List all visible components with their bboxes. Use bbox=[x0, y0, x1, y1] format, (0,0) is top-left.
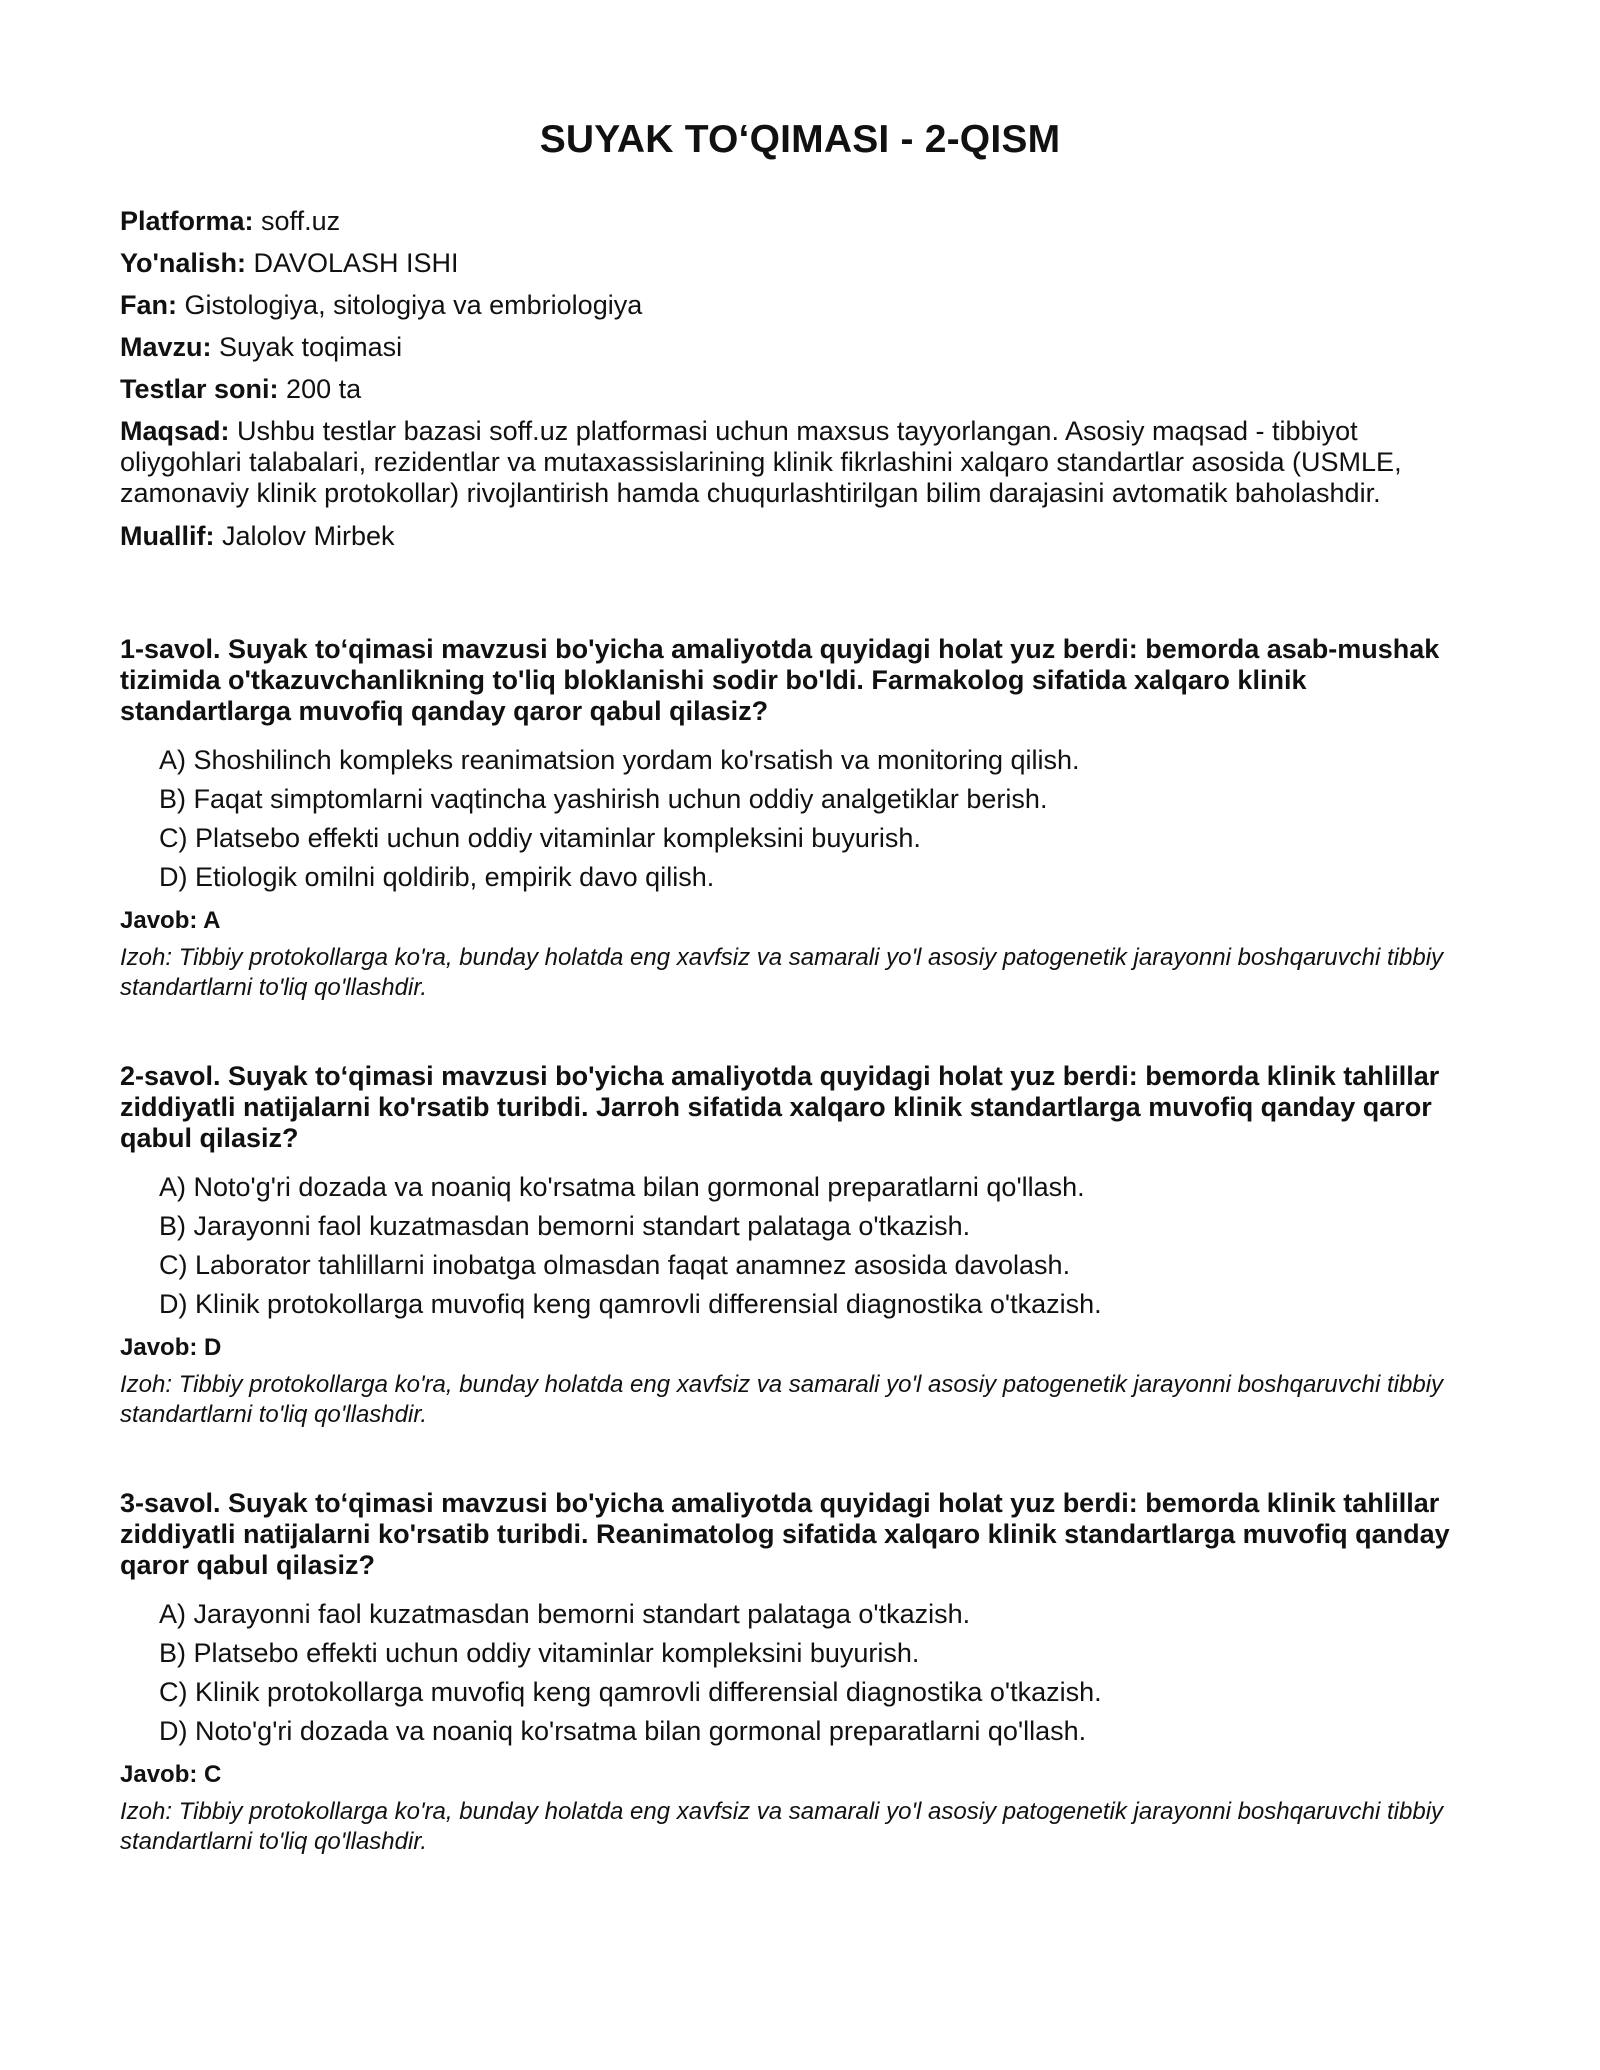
option-d: D) Etiologik omilni qoldirib, empirik davo qilish. bbox=[159, 862, 715, 892]
question-1 bbox=[120, 634, 1480, 1003]
option-b: B) Jarayonni faol kuzatmasdan bemorni standart palataga o'tkazish. bbox=[159, 1211, 971, 1241]
answer-explanation: Izoh: Tibbiy protokollarga ko'ra, bunday holatda eng xavfsiz va samarali yo'l asosiy patogenetik jarayonni boshqaruvchi tibbiy standartlarni to'liq qo'llashdir. bbox=[120, 1798, 1444, 1855]
answer-options bbox=[120, 1172, 1480, 1320]
question-text: 3-savol. Suyak to‘qimasi mavzusi bo'yicha amaliyotda quyidagi holat yuz berdi: bemorda klinik tahlillar ziddiyatli natijalarni ko'rsatib turibdi. Reanimatolog sifatida xalqaro klinik standartlarga muvofiq qanday qaror qabul qilasiz? bbox=[120, 1488, 1450, 1580]
meta-platform bbox=[120, 206, 1480, 237]
meta-topic-value: Suyak toqimasi bbox=[211, 332, 403, 362]
meta-author-value: Jalolov Mirbek bbox=[214, 521, 395, 551]
question-list bbox=[120, 634, 1480, 1857]
meta-author bbox=[120, 521, 1480, 552]
meta-test-count-value: 200 ta bbox=[278, 374, 362, 404]
meta-topic bbox=[120, 332, 1480, 363]
meta-test-count bbox=[120, 374, 1480, 405]
option-c: C) Laborator tahlillarni inobatga olmasdan faqat anamnez asosida davolash. bbox=[159, 1250, 1071, 1280]
option-d: D) Noto'g'ri dozada va noaniq ko'rsatma bilan gormonal preparatlarni qo'llash. bbox=[159, 1716, 1087, 1746]
meta-topic-label: Mavzu: bbox=[120, 332, 212, 362]
meta-platform-label: Platforma: bbox=[120, 206, 254, 236]
meta-subject bbox=[120, 290, 1480, 321]
option-b: B) Platsebo effekti uchun oddiy vitaminlar kompleksini buyurish. bbox=[159, 1638, 920, 1668]
answer-explanation: Izoh: Tibbiy protokollarga ko'ra, bunday holatda eng xavfsiz va samarali yo'l asosiy patogenetik jarayonni boshqaruvchi tibbiy standartlarni to'liq qo'llashdir. bbox=[120, 1371, 1444, 1428]
meta-purpose-label: Maqsad: bbox=[120, 416, 230, 446]
meta-direction bbox=[120, 248, 1480, 279]
option-b: B) Faqat simptomlarni vaqtincha yashirish uchun oddiy analgetiklar berish. bbox=[159, 784, 1048, 814]
document-metadata bbox=[120, 206, 1480, 552]
correct-answer: Javob: A bbox=[120, 907, 221, 934]
meta-subject-value: Gistologiya, sitologiya va embriologiya bbox=[177, 290, 643, 320]
meta-platform-value: soff.uz bbox=[253, 206, 341, 236]
meta-author-label: Muallif: bbox=[120, 521, 215, 551]
correct-answer: Javob: C bbox=[120, 1761, 222, 1788]
meta-purpose bbox=[120, 416, 1480, 509]
option-a: A) Noto'g'ri dozada va noaniq ko'rsatma bilan gormonal preparatlarni qo'llash. bbox=[159, 1172, 1085, 1202]
option-c: C) Platsebo effekti uchun oddiy vitaminlar kompleksini buyurish. bbox=[159, 823, 921, 853]
option-a: A) Jarayonni faol kuzatmasdan bemorni standart palataga o'tkazish. bbox=[159, 1599, 971, 1629]
answer-options bbox=[120, 745, 1480, 893]
meta-subject-label: Fan: bbox=[120, 290, 177, 320]
meta-direction-label: Yo'nalish: bbox=[120, 248, 246, 278]
document-title: SUYAK TO‘QIMASI - 2-QISM bbox=[539, 118, 1061, 161]
answer-explanation: Izoh: Tibbiy protokollarga ko'ra, bunday holatda eng xavfsiz va samarali yo'l asosiy patogenetik jarayonni boshqaruvchi tibbiy standartlarni to'liq qo'llashdir. bbox=[120, 944, 1444, 1001]
question-3 bbox=[120, 1488, 1480, 1857]
answer-options bbox=[120, 1599, 1480, 1747]
question-text: 1-savol. Suyak to‘qimasi mavzusi bo'yicha amaliyotda quyidagi holat yuz berdi: bemorda asab-mushak tizimida o'tkazuvchanlikning to'liq bloklanishi sodir bo'ldi. Farmakolog sifatida xalqaro klinik standartlarga muvofiq qanday qaror qabul qilasiz? bbox=[120, 634, 1440, 726]
question-text: 2-savol. Suyak to‘qimasi mavzusi bo'yicha amaliyotda quyidagi holat yuz berdi: bemorda klinik tahlillar ziddiyatli natijalarni ko'rsatib turibdi. Jarroh sifatida xalqaro klinik standartlarga muvofiq qanday qaror qabul qilasiz? bbox=[120, 1061, 1440, 1153]
question-2 bbox=[120, 1061, 1480, 1430]
option-c: C) Klinik protokollarga muvofiq keng qamrovli differensial diagnostika o'tkazish. bbox=[159, 1677, 1102, 1707]
meta-direction-value: DAVOLASH ISHI bbox=[245, 248, 459, 278]
option-a: A) Shoshilinch kompleks reanimatsion yordam ko'rsatish va monitoring qilish. bbox=[159, 745, 1080, 775]
correct-answer: Javob: D bbox=[120, 1334, 222, 1361]
meta-purpose-value: Ushbu testlar bazasi soff.uz platformasi uchun maxsus tayyorlangan. Asosiy maqsad - tibbiyot oliygohlari talabalari, rezidentlar va mutaxassislarining klinik fikrlashini xalqaro standartlar asosida (USMLE, zamonaviy klinik protokollar) rivojlantirish hamda chuqurlashtirilgan bilim darajasini avtomatik baholashdir. bbox=[120, 416, 1402, 508]
option-d: D) Klinik protokollarga muvofiq keng qamrovli differensial diagnostika o'tkazish. bbox=[159, 1289, 1102, 1319]
meta-test-count-label: Testlar soni: bbox=[120, 374, 279, 404]
